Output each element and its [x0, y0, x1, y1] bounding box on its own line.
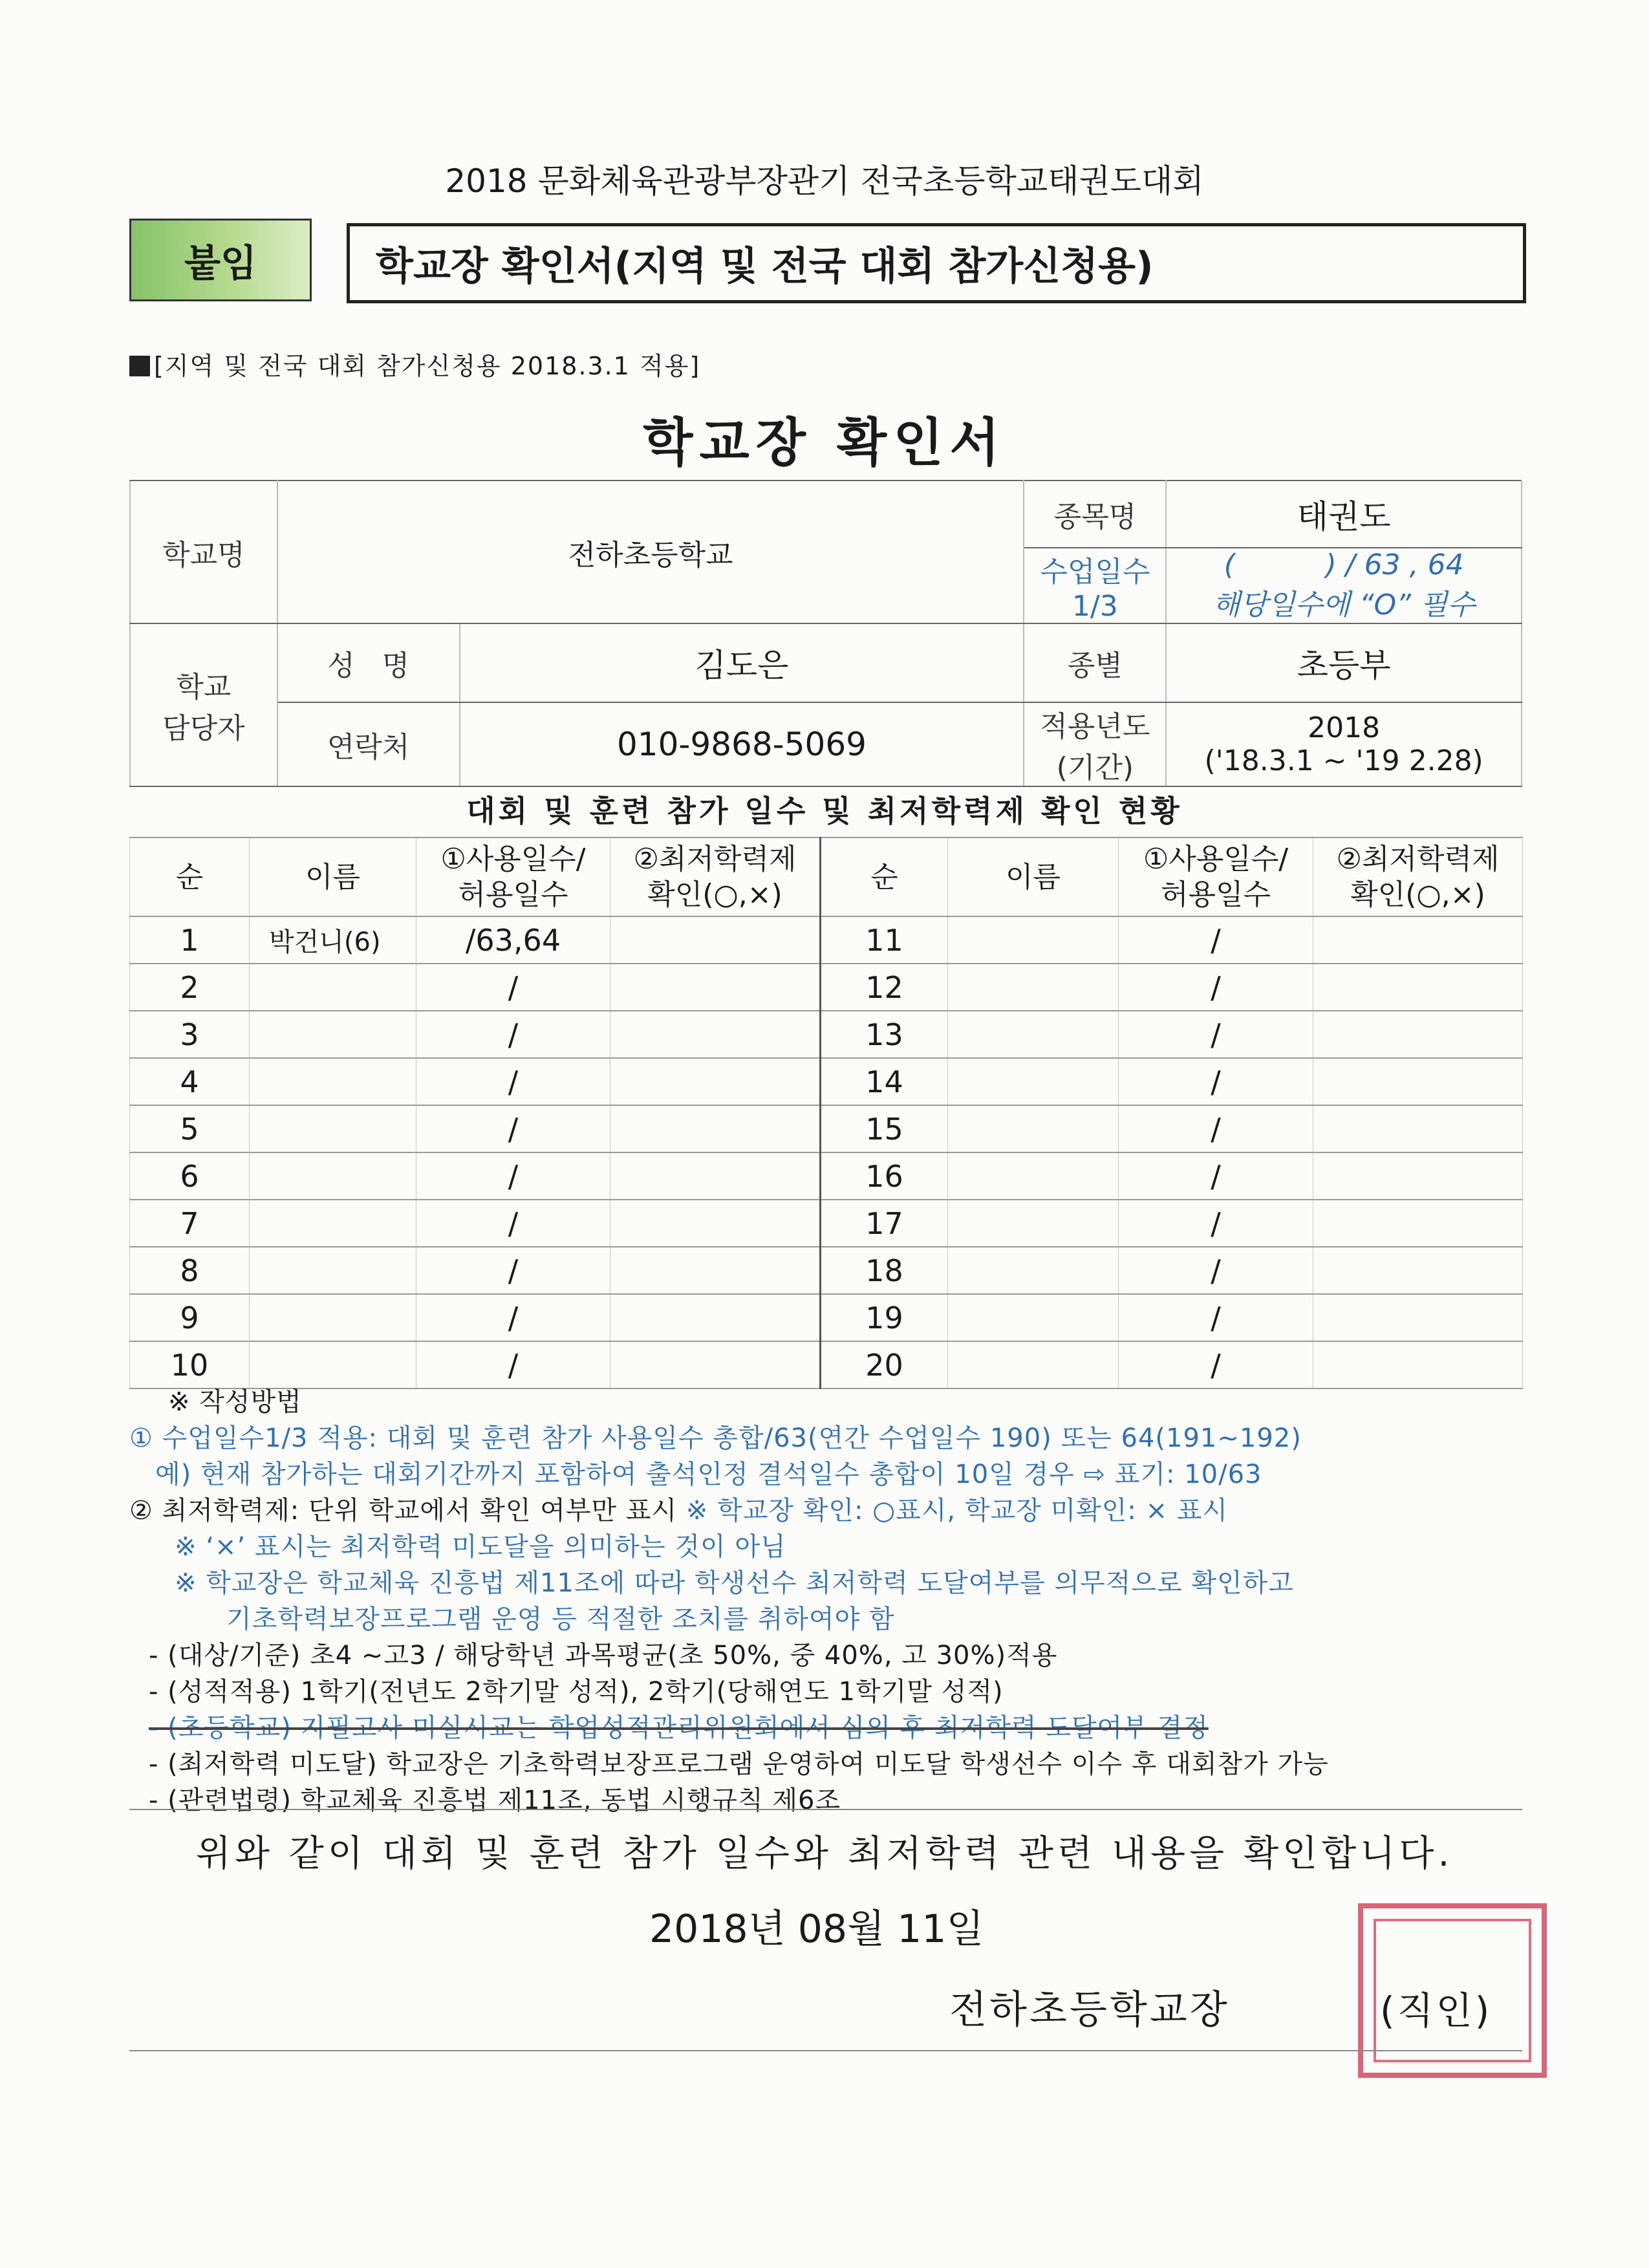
days-cell: / [416, 1247, 610, 1294]
form-title: 학교장 확인서(지역 및 전국 대회 참가신청용) [347, 223, 1526, 303]
sub-note-text: [지역 및 전국 대회 참가신청용 2018.3.1 적용] [154, 352, 701, 380]
days-cell: /63,64 [416, 916, 610, 964]
division-value: 초등부 [1166, 623, 1522, 702]
name-cell [948, 1294, 1119, 1341]
seq-cell: 17 [821, 1200, 948, 1247]
check-cell [1313, 1058, 1523, 1105]
seq-header-right: 순 [821, 837, 948, 916]
days-header-right [1119, 837, 1313, 916]
seq-cell: 8 [130, 1247, 250, 1294]
days-cell: / [416, 1341, 610, 1388]
manager-label-1: 학교 [176, 671, 232, 704]
confirmation-date: 2018년 08월 11일 [649, 1906, 984, 1952]
table-row [130, 916, 1523, 964]
table-row [130, 1058, 1523, 1105]
table-row [130, 1247, 1523, 1294]
name-cell [250, 1105, 416, 1152]
seq-cell: 13 [821, 1011, 948, 1058]
seq-cell: 9 [130, 1294, 250, 1341]
check-cell [1313, 1152, 1523, 1200]
check-cell [610, 964, 821, 1011]
name-cell [948, 1200, 1119, 1247]
divider-top [129, 1809, 1522, 1810]
check-header-2: 확인(○,×) [647, 878, 782, 911]
contact-label: 연락처 [277, 702, 460, 786]
check-cell [610, 1011, 821, 1058]
seq-cell: 19 [821, 1294, 948, 1341]
document-title: 학교장 확인서 [643, 413, 1006, 473]
check-cell [1313, 1294, 1523, 1341]
days-cell: / [1119, 1200, 1313, 1247]
note-1a: ① 수업일수1/3 적용: 대회 및 훈련 참가 사용일수 총합/63(연간 수업일수 190) 또는 64(191~192) [129, 1423, 1302, 1453]
detail-4: - (최저학력 미도달) 학교장은 기초학력보장프로그램 운영하여 미도달 학생선수 이수 후 대회참가 가능 [149, 1749, 1329, 1779]
days-cell: / [1119, 916, 1313, 964]
days-cell: / [416, 1200, 610, 1247]
days-header-right-1: ①사용일수/ [1143, 843, 1289, 876]
days-cell: / [1119, 1341, 1313, 1388]
seq-cell: 7 [130, 1200, 250, 1247]
name-cell [948, 1011, 1119, 1058]
detail-3: - (초등학교) 지필고사 미실시교는 학업성적관리위원회에서 심의 후 최저학력 도달여부 결정 [149, 1713, 1209, 1743]
seq-cell: 6 [130, 1152, 250, 1200]
seq-cell: 1 [130, 916, 250, 964]
days-header-2: 허용일수 [458, 878, 568, 911]
seal-label: (직인) [1380, 1989, 1493, 2033]
period-label [1024, 702, 1166, 786]
seq-header: 순 [130, 837, 250, 916]
seq-cell: 2 [130, 964, 250, 1011]
name-cell [948, 1341, 1119, 1388]
period-range: ('18.3.1 ~ '19 2.28) [1204, 744, 1483, 777]
attachment-badge: 붙임 [129, 219, 312, 301]
instructions-heading: ※ 작성방법 [168, 1387, 302, 1417]
class-days-cell [1166, 548, 1522, 623]
check-cell [610, 1058, 821, 1105]
check-cell [610, 1247, 821, 1294]
check-cell [1313, 1105, 1523, 1152]
days-cell: / [416, 1152, 610, 1200]
check-cell [1313, 1341, 1523, 1388]
seq-cell: 16 [821, 1152, 948, 1200]
check-cell [610, 916, 821, 964]
name-label: 성 명 [277, 623, 460, 702]
period-cell [1166, 702, 1522, 786]
detail-1: - (대상/기준) 초4 ~고3 / 해당학년 과목평균(초 50%, 중 40%, 고 30%)적용 [149, 1641, 1058, 1670]
name-cell [250, 1247, 416, 1294]
name-cell [250, 1011, 416, 1058]
note-4a: ※ 학교장은 학교체육 진흥법 제11조에 따라 학생선수 최저학력 도달여부를 의무적으로 확인하고 [175, 1568, 1294, 1598]
note-1b: 예) 현재 참가하는 대회기간까지 포함하여 출석인정 결석일수 총합이 10일 경우 ⇨ 표기: 10/63 [155, 1460, 1262, 1489]
check-cell [610, 1105, 821, 1152]
contact-value: 010-9868-5069 [460, 702, 1024, 786]
seq-cell: 5 [130, 1105, 250, 1152]
check-cell [1313, 916, 1523, 964]
principal-signature: 전하초등학교장 [949, 1987, 1230, 2033]
name-cell [250, 1200, 416, 1247]
check-cell [610, 1152, 821, 1200]
check-cell [610, 1200, 821, 1247]
table-row [130, 1341, 1523, 1388]
days-cell: / [1119, 1058, 1313, 1105]
name-cell [948, 1058, 1119, 1105]
sub-note [129, 346, 700, 382]
check-header [610, 837, 821, 916]
class-days-note: 해당일수에 “O” 필수 [1212, 589, 1475, 621]
name-cell [250, 1294, 416, 1341]
note-2-text: ② 최저학력제: 단위 학교에서 확인 여부만 표시 [129, 1496, 678, 1526]
detail-5: - (관련법령) 학교체육 진흥법 제11조, 동법 시행규칙 제6조 [149, 1786, 841, 1815]
check-header-right [1313, 837, 1523, 916]
name-header: 이름 [250, 837, 416, 916]
participation-table [129, 837, 1523, 1389]
manager-label-2: 담당자 [162, 712, 245, 745]
name-cell [948, 1152, 1119, 1200]
table-row [130, 1294, 1523, 1341]
detail-2: - (성적적용) 1학기(전년도 2학기말 성적), 2학기(당해연도 1학기말 성적) [149, 1677, 1004, 1707]
seq-cell: 11 [821, 916, 948, 964]
name-cell [250, 1341, 416, 1388]
class-days-label [1024, 548, 1166, 623]
manager-name: 김도은 [460, 623, 1024, 702]
table-row [130, 964, 1523, 1011]
days-cell: / [416, 1105, 610, 1152]
seq-cell: 18 [821, 1247, 948, 1294]
seq-cell: 10 [130, 1341, 250, 1388]
days-cell: / [1119, 1011, 1313, 1058]
table-row [130, 1200, 1523, 1247]
table-row [130, 1105, 1523, 1152]
seq-cell: 12 [821, 964, 948, 1011]
square-bullet-icon [129, 356, 150, 376]
table-row [130, 1152, 1523, 1200]
name-cell [250, 1058, 416, 1105]
sport-value: 태권도 [1166, 481, 1522, 548]
instructions [129, 1384, 1526, 1819]
days-header-1: ①사용일수/ [440, 843, 586, 876]
days-cell: / [416, 1058, 610, 1105]
manager-label [130, 623, 277, 786]
check-cell [1313, 1011, 1523, 1058]
check-cell [1313, 964, 1523, 1011]
note-2-mark: ※ 학교장 확인: ○표시, 학교장 미확인: × 표시 [677, 1496, 1229, 1526]
class-days-label-1: 수업일수 [1040, 556, 1150, 589]
name-cell [250, 1152, 416, 1200]
name-cell [948, 1105, 1119, 1152]
days-cell: / [416, 1011, 610, 1058]
name-cell [250, 964, 416, 1011]
days-cell: / [416, 1294, 610, 1341]
table-row [130, 1011, 1523, 1058]
class-days-label-2: 1/3 [1072, 590, 1118, 623]
note-4b: 기초학력보장프로그램 운영 등 적절한 조치를 취하여야 함 [226, 1604, 895, 1634]
class-days-value: ( ) / 63 , 64 [1223, 548, 1464, 581]
name-cell [948, 1247, 1119, 1294]
name-header-right: 이름 [948, 837, 1119, 916]
days-cell: / [1119, 1294, 1313, 1341]
period-year: 2018 [1308, 711, 1381, 744]
division-label: 종별 [1024, 623, 1166, 702]
days-header [416, 837, 610, 916]
check-cell [610, 1341, 821, 1388]
sport-label: 종목명 [1024, 481, 1166, 548]
seq-cell: 20 [821, 1341, 948, 1388]
name-cell [948, 916, 1119, 964]
days-cell: / [1119, 1105, 1313, 1152]
seq-cell: 4 [130, 1058, 250, 1105]
seq-cell: 3 [130, 1011, 250, 1058]
event-title: 2018 문화체육관광부장관기 전국초등학교태권도대회 [445, 162, 1204, 200]
divider-bottom [129, 2050, 1522, 2051]
school-label: 학교명 [130, 481, 277, 623]
period-label-1: 적용년도 [1040, 710, 1150, 743]
check-cell [610, 1294, 821, 1341]
school-name: 전하초등학교 [277, 481, 1024, 623]
seq-cell: 14 [821, 1058, 948, 1105]
days-cell: / [1119, 964, 1313, 1011]
participation-title: 대회 및 훈련 참가 일수 및 최저학력제 확인 현황 [466, 794, 1183, 828]
days-cell: / [416, 964, 610, 1011]
check-header-right-1: ②최저학력제 [1336, 843, 1500, 876]
check-cell [1313, 1247, 1523, 1294]
note-3: ※ ‘×’ 표시는 최저학력 미도달을 의미하는 것이 아님 [175, 1532, 786, 1562]
check-cell [1313, 1200, 1523, 1247]
note-2 [129, 1493, 1526, 1529]
school-info-table [129, 480, 1522, 787]
name-cell: 박건니(6) [250, 916, 416, 964]
period-label-2: (기간) [1056, 751, 1134, 784]
name-cell [948, 964, 1119, 1011]
days-cell: / [1119, 1247, 1313, 1294]
check-header-right-2: 확인(○,×) [1350, 878, 1485, 911]
days-header-right-2: 허용일수 [1160, 878, 1271, 911]
days-cell: / [1119, 1152, 1313, 1200]
confirmation-statement: 위와 같이 대회 및 훈련 참가 일수와 최저학력 관련 내용을 확인합니다. [195, 1833, 1454, 1875]
seq-cell: 15 [821, 1105, 948, 1152]
check-header-1: ②최저학력제 [633, 843, 797, 876]
